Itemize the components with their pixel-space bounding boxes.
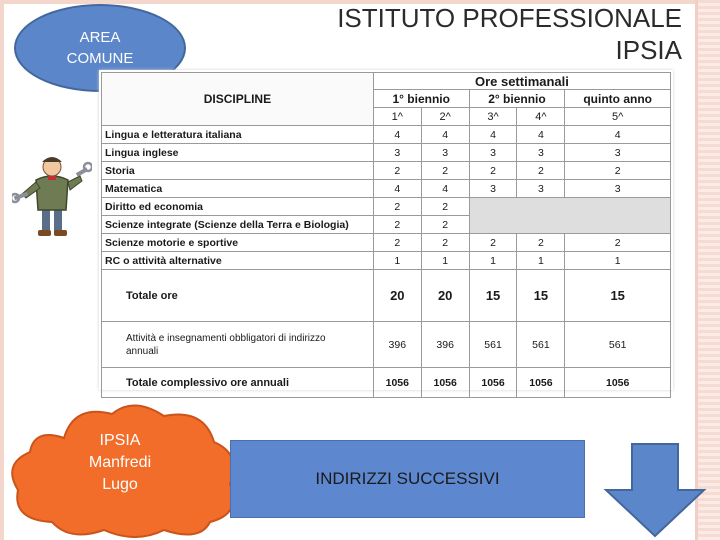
table-row — [102, 198, 671, 216]
table-row-grand-total — [102, 368, 671, 398]
cloud-label — [60, 430, 180, 496]
hours-cell: 2 — [421, 162, 469, 180]
group-header: 2° biennio — [469, 90, 565, 108]
total-hours-cell: 15 — [565, 270, 671, 322]
hours-cell: 2 — [373, 162, 421, 180]
subject-name: Lingua inglese — [102, 144, 374, 162]
hours-cell: 4 — [421, 180, 469, 198]
cloud-line3: Lugo — [102, 476, 138, 493]
subject-name: Lingua e letteratura italiana — [102, 126, 374, 144]
table-row — [102, 252, 671, 270]
total-hours-label: Totale ore — [102, 270, 374, 322]
year-header: 2^ — [421, 108, 469, 126]
area-badge-line1: AREA — [79, 29, 121, 46]
hours-cell: 2 — [469, 162, 517, 180]
grand-total-cell: 1056 — [421, 368, 469, 398]
activities-label — [102, 322, 374, 368]
hours-cell: 2 — [421, 198, 469, 216]
hours-cell: 1 — [421, 252, 469, 270]
hours-cell: 3 — [469, 144, 517, 162]
year-header: 3^ — [469, 108, 517, 126]
hours-cell: 2 — [469, 234, 517, 252]
total-hours-cell: 15 — [517, 270, 565, 322]
group-header: 1° biennio — [373, 90, 469, 108]
activities-cell: 396 — [373, 322, 421, 368]
indirizzi-successivi-button[interactable] — [230, 440, 585, 518]
table-row — [102, 234, 671, 252]
subject-name: Matematica — [102, 180, 374, 198]
hours-cell: 1 — [517, 252, 565, 270]
group-header: quinto anno — [565, 90, 671, 108]
hours-cell: 3 — [469, 180, 517, 198]
hours-cell: 2 — [565, 234, 671, 252]
hours-cell: 2 — [517, 162, 565, 180]
hours-cell: 3 — [517, 180, 565, 198]
table-row — [102, 162, 671, 180]
hours-cell: 3 — [421, 144, 469, 162]
hours-cell: 3 — [565, 180, 671, 198]
activities-cell: 561 — [565, 322, 671, 368]
activities-label-line1: Attività e insegnamenti obbligatori di indirizzo — [126, 332, 326, 344]
hours-cell: 2 — [421, 234, 469, 252]
worker-with-wrenches-icon — [12, 150, 92, 238]
subject-name: Diritto ed economia — [102, 198, 374, 216]
disciplines-header: DISCIPLINE — [102, 73, 374, 126]
hours-cell: 3 — [565, 144, 671, 162]
grand-total-cell: 1056 — [469, 368, 517, 398]
hours-cell: 1 — [469, 252, 517, 270]
total-hours-cell: 15 — [469, 270, 517, 322]
hours-cell: 4 — [565, 126, 671, 144]
grand-total-label: Totale complessivo ore annuali — [102, 368, 374, 398]
total-hours-cell: 20 — [373, 270, 421, 322]
hours-table — [101, 72, 671, 398]
subject-name: Scienze motorie e sportive — [102, 234, 374, 252]
page-title-line1: ISTITUTO PROFESSIONALE — [337, 3, 682, 33]
cloud-line2: Manfredi — [88, 454, 152, 471]
page-title — [337, 2, 682, 66]
year-header: 5^ — [565, 108, 671, 126]
subject-name: RC o attività alternative — [102, 252, 374, 270]
table-row-activities — [102, 322, 671, 368]
hours-cell: 2 — [565, 162, 671, 180]
table-row-total — [102, 270, 671, 322]
hours-cell: 2 — [373, 216, 421, 234]
hours-cell: 3 — [517, 144, 565, 162]
subject-name: Storia — [102, 162, 374, 180]
hours-cell: 4 — [373, 126, 421, 144]
hours-cell: 3 — [373, 144, 421, 162]
hours-header: Ore settimanali — [373, 73, 670, 90]
activities-cell: 561 — [517, 322, 565, 368]
table-row — [102, 144, 671, 162]
page-title-line2: IPSIA — [615, 35, 682, 65]
hours-cell: 2 — [517, 234, 565, 252]
hours-cell: 4 — [373, 180, 421, 198]
subject-name: Scienze integrate (Scienze della Terra e Biologia) — [102, 216, 374, 234]
hours-cell: 4 — [469, 126, 517, 144]
hours-cell: 2 — [373, 198, 421, 216]
grand-total-cell: 1056 — [373, 368, 421, 398]
total-hours-cell: 20 — [421, 270, 469, 322]
activities-cell: 396 — [421, 322, 469, 368]
hours-cell: 2 — [373, 234, 421, 252]
activities-cell: 561 — [469, 322, 517, 368]
empty-shaded-cell — [469, 198, 670, 234]
grand-total-cell: 1056 — [565, 368, 671, 398]
table-row — [102, 126, 671, 144]
cloud-line1: IPSIA — [99, 432, 141, 449]
activities-label-line2: annuali — [126, 345, 159, 357]
grand-total-cell: 1056 — [517, 368, 565, 398]
year-header: 1^ — [373, 108, 421, 126]
down-arrow-icon[interactable] — [600, 440, 710, 540]
table-row — [102, 180, 671, 198]
hours-cell: 1 — [373, 252, 421, 270]
hours-cell: 4 — [421, 126, 469, 144]
hours-cell: 2 — [421, 216, 469, 234]
hours-cell: 1 — [565, 252, 671, 270]
indirizzi-successivi-label: INDIRIZZI SUCCESSIVI — [315, 469, 500, 488]
hours-cell: 4 — [517, 126, 565, 144]
area-badge-line2: COMUNE — [66, 50, 134, 67]
curriculum-table-image — [99, 70, 673, 390]
year-header: 4^ — [517, 108, 565, 126]
